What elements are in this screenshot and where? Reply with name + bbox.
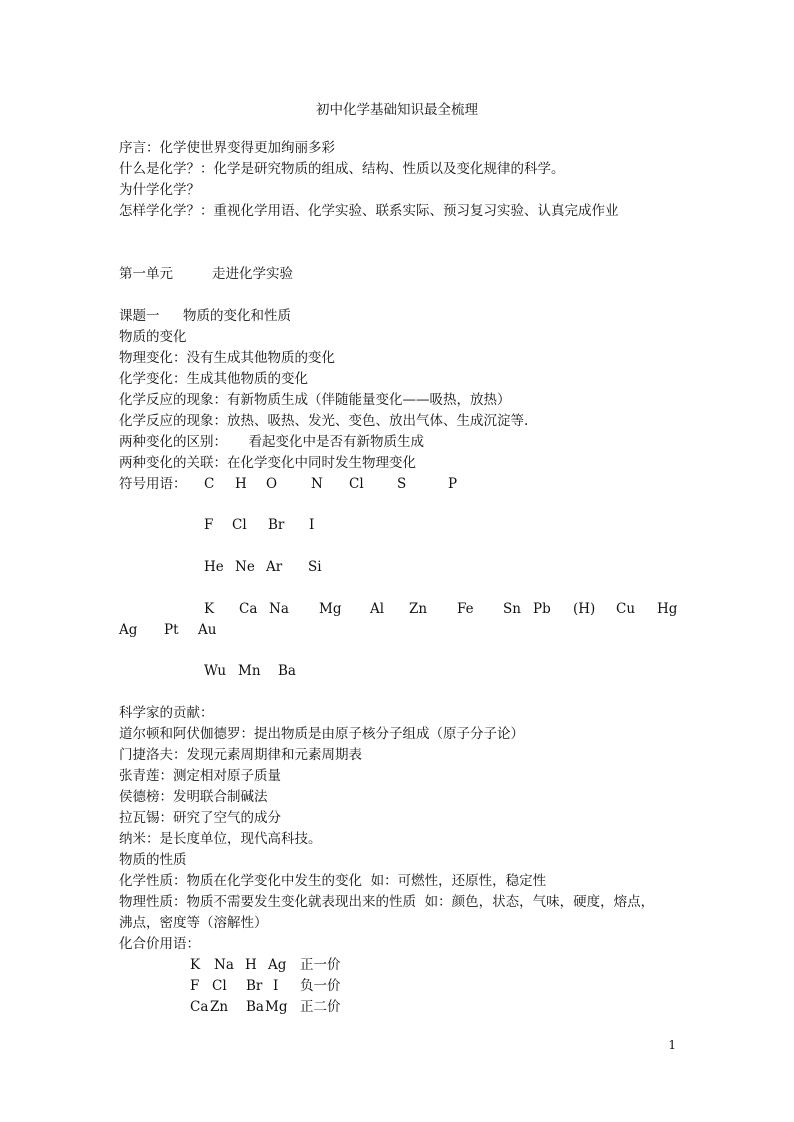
text-line: 两种变化的关联：在化学变化中同时发生物理变化	[119, 455, 416, 471]
text-line: 张青莲：测定相对原子质量	[119, 768, 281, 784]
element-symbol: (H)	[573, 601, 596, 617]
element-symbol: Ba	[278, 663, 296, 679]
intro-line: 怎样学化学？：重视化学用语、化学实验、联系实际、预习复习实验、认真完成作业	[119, 203, 619, 219]
intro-line: 序言：化学使世界变得更加绚丽多彩	[119, 140, 335, 156]
element-symbol: Ca	[239, 601, 258, 617]
text-line: 物质的性质	[119, 852, 187, 868]
element-symbol: H	[245, 957, 257, 973]
text-line: 两种变化的区别： 看起变化中是否有新物质生成	[119, 434, 424, 450]
text-line: 沸点，密度等（溶解性）	[119, 915, 268, 931]
text-line: 化学性质：物质在化学变化中发生的变化 如：可燃性，还原性，稳定性	[119, 873, 547, 889]
element-symbol: Cu	[616, 601, 636, 617]
element-symbol: Ca	[190, 999, 209, 1015]
element-symbol: H	[235, 476, 247, 492]
element-symbol: Ne	[235, 559, 255, 575]
element-symbol: Ba	[246, 999, 264, 1015]
element-symbol: Pb	[533, 601, 551, 617]
element-symbol: C	[204, 476, 215, 492]
text-line: 门捷洛夫：发现元素周期律和元素周期表	[119, 747, 362, 763]
document-title: 初中化学基础知识最全梳理	[316, 102, 478, 118]
lesson-label: 课题一	[119, 308, 160, 324]
element-symbol: S	[397, 476, 407, 492]
element-symbol: Zn	[409, 601, 428, 617]
element-symbol: Mg	[265, 999, 288, 1015]
element-symbol: Sn	[503, 601, 521, 617]
intro-line: 为什学化学？	[119, 182, 200, 198]
text-line: 化合价用语：	[119, 936, 200, 952]
element-symbol: Cl	[212, 978, 227, 994]
element-symbol: Si	[308, 559, 322, 575]
element-symbol: O	[266, 476, 278, 492]
element-symbol: Cl	[232, 517, 247, 533]
element-symbol: Cl	[349, 476, 364, 492]
element-symbol: Mg	[319, 601, 342, 617]
element-symbol: Br	[268, 517, 285, 533]
symbols-label: 符号用语：	[119, 476, 187, 492]
element-symbol: Zn	[210, 999, 229, 1015]
element-symbol: Br	[246, 978, 263, 994]
text-line: 化学变化：生成其他物质的变化	[119, 371, 308, 387]
element-symbol: I	[273, 978, 279, 994]
element-symbol: Wu	[204, 663, 227, 679]
text-line: 物理性质：物质不需要发生变化就表现出来的性质 如：颜色，状态，气味，硬度，熔点，	[119, 894, 655, 910]
text-line: 纳米：是长度单位，现代高科技。	[119, 831, 322, 847]
element-symbol: Ag	[119, 622, 138, 638]
element-symbol: Fe	[457, 601, 474, 617]
element-symbol: Mn	[238, 663, 261, 679]
element-symbol: He	[204, 559, 224, 575]
valence-label: 正二价	[300, 999, 341, 1015]
element-symbol: Ar	[266, 559, 283, 575]
text-line: 科学家的贡献：	[119, 705, 214, 721]
element-symbol: Na	[214, 957, 234, 973]
valence-label: 正一价	[300, 957, 341, 973]
intro-line: 什么是化学？：化学是研究物质的组成、结构、性质以及变化规律的科学。	[119, 161, 565, 177]
text-line: 侯德榜：发明联合制碱法	[119, 789, 268, 805]
element-symbol: Au	[198, 622, 217, 638]
text-line: 化学反应的现象：放热、吸热、发光、变色、放出气体、生成沉淀等.	[119, 413, 529, 429]
page-number: 1	[668, 1038, 676, 1052]
text-line: 物理变化：没有生成其他物质的变化	[119, 350, 335, 366]
element-symbol: Na	[269, 601, 289, 617]
element-symbol: Pt	[164, 622, 179, 638]
element-symbol: I	[309, 517, 315, 533]
element-symbol: N	[311, 476, 323, 492]
text-line: 化学反应的现象：有新物质生成（伴随能量变化——吸热，放热）	[119, 392, 511, 408]
lesson-title: 物质的变化和性质	[183, 308, 291, 324]
element-symbol: K	[190, 957, 201, 973]
unit-label: 第一单元	[119, 266, 173, 282]
text-line: 拉瓦锡：研究了空气的成分	[119, 810, 281, 826]
unit-title: 走进化学实验	[212, 266, 293, 282]
element-symbol: Ag	[268, 957, 287, 973]
element-symbol: F	[204, 517, 214, 533]
element-symbol: Al	[370, 601, 385, 617]
element-symbol: P	[448, 476, 458, 492]
element-symbol: Hg	[657, 601, 678, 617]
text-line: 物质的变化	[119, 329, 187, 345]
element-symbol: F	[190, 978, 200, 994]
element-symbol: K	[204, 601, 215, 617]
valence-label: 负一价	[300, 978, 341, 994]
text-line: 道尔顿和阿伏伽德罗：提出物质是由原子核分子组成（原子分子论）	[119, 726, 524, 742]
